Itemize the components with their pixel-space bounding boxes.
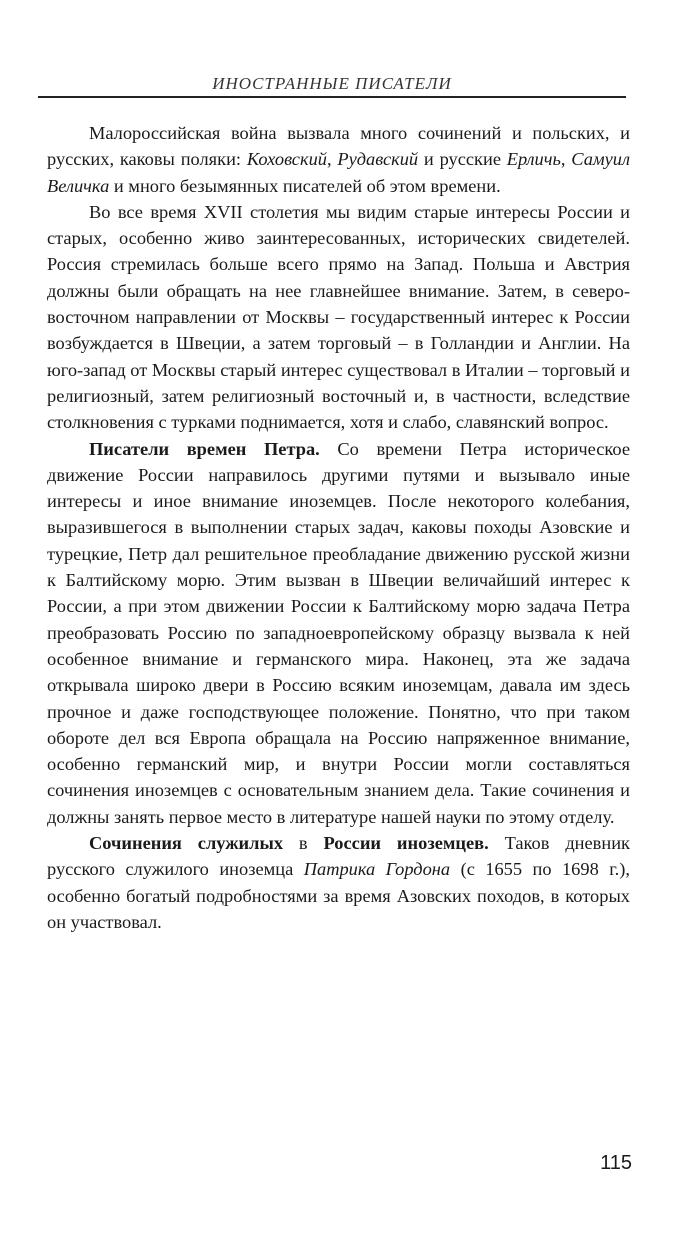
paragraph-1-text-e: и много безымянных писателей об этом времени. <box>109 175 501 196</box>
paragraph-4 <box>47 830 630 935</box>
running-header <box>38 72 626 98</box>
paragraph-1 <box>47 120 630 199</box>
page-number: 115 <box>600 1152 632 1174</box>
section-heading-servicemen-b: России иноземцев. <box>323 833 489 854</box>
author-name-gordon: Патрика Гордона <box>303 859 451 880</box>
author-name-rudavsky: Рудавский <box>337 149 419 170</box>
section-heading-peter: Писатели времен Петра. <box>89 438 320 459</box>
body-text <box>47 120 630 935</box>
author-name-velichka: Самуил Величка <box>47 149 630 196</box>
paragraph-3-text: Со времени Петра историческое движение России направилось другими путями и вызывало иные интересы и иное внимание иноземцев. После некоторого колебания, выразившегося в выполнении старых задач, каковы походы Азовские и турецкие, Петр дал решительное преобладание движению русской жизни к Балтийскому морю. Этим вызван в Швеции величайший интерес к России, а при этом движении России к Балтийскому морю задача Петра преобразовать Россию по западноевропейскому образцу вызвала к ней особенное внимание и германского мира. Наконец, эта же задача открывала широко двери в Россию всяким иноземцам, давала им здесь прочное и даже господствующее положение. Понятно, что при таком обороте дел вся Европа обращала на Россию напряженное внимание, особенно германский мир, и внутри России могли составляться сочинения иноземцев с основательным знанием дела. Такие сочинения и должны занять первое место в литературе нашей науки по этому отделу. <box>47 438 630 827</box>
paragraph-1-text-a: Малороссийская война вызвала много сочинений и польских, и русских, каковы поляки: <box>47 123 630 170</box>
author-name-erlich: Ерличь <box>506 149 561 170</box>
running-header-title: ИНОСТРАННЫЕ ПИСАТЕЛИ <box>212 74 452 93</box>
paragraph-4-text-b: (с 1655 по 1698 г.), особенно богатый подробностями за время Азовских походов, в которых он участвовал. <box>47 859 630 932</box>
paragraph-1-text-d: , <box>560 149 572 170</box>
section-heading-servicemen-mid: в <box>283 833 324 854</box>
section-heading-servicemen-a: Сочинения служилых <box>89 833 284 854</box>
paragraph-1-text-b: , <box>326 149 338 170</box>
paragraph-3 <box>47 436 630 830</box>
author-name-kokhovsky: Коховский <box>246 149 327 170</box>
paragraph-1-text-c: и русские <box>418 149 507 170</box>
paragraph-2: Во все время XVII столетия мы видим старые интересы России и старых, особенно живо заинтересованных, исторических свидетелей. Россия стремилась больше всего прямо на Запад. Польша и Австрия должны были обращать на нее главнейшее внимание. Затем, в северо-восточном направлении от Москвы – государственный интерес к России возбуждается в Швеции, а затем торговый – в Голландии и Англии. На юго-запад от Москвы старый интерес существовал в Италии – торговый и религиозный, затем религиозный восточный и, в частности, вследствие столкновения с турками поднимается, хотя и слабо, славянский вопрос. <box>47 201 630 433</box>
paragraph-4-text-a: Таков дневник русского служилого иноземца <box>47 833 630 880</box>
